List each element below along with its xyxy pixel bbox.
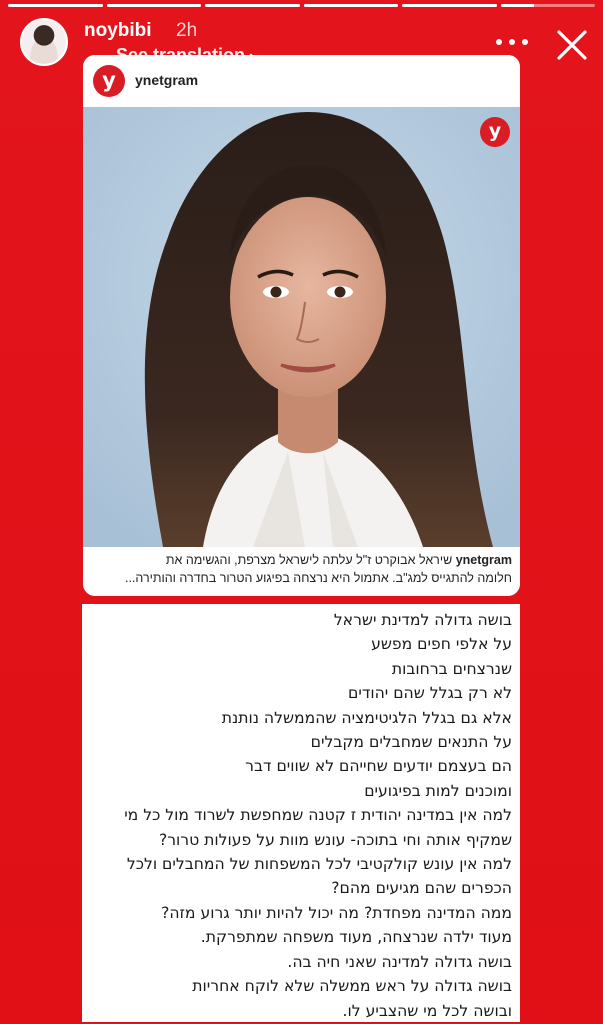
story-text-block [82,604,520,1022]
story-progress-fill [8,4,103,7]
story-text-line: הם בעצמם יודעים שחייהם לא שווים דבר [245,757,512,776]
story-text-line: שמקיף אותה וחי בתוכה- עונש מוות על פעולות טרור? [158,830,512,849]
shared-post-card[interactable] [83,55,520,596]
more-horizontal-icon [509,39,515,45]
caption-text-1: שיראל אבוקרט ז"ל עלתה לישראל מצרפת, והגשימה את [165,553,453,567]
story-text-line: ובושה לכל מי שהצביע לו. [342,1001,512,1020]
story-progress-segment [8,4,103,7]
story-text-line: בושה גדולה על ראש ממשלה שלא לוקח אחריות [192,977,512,996]
story-progress-fill [501,4,534,7]
story-text-line: לא רק בגלל שהם יהודים [347,684,512,703]
story-progress-segment [205,4,300,7]
caption-line-1 [91,551,512,569]
post-photo [83,107,520,547]
story-progress-fill [304,4,399,7]
story-progress-bars [8,4,595,7]
story-progress-segment [501,4,596,7]
story-text-line: בושה גדולה למדינת ישראל [333,611,512,629]
story-progress-fill [107,4,202,7]
close-icon [555,28,589,62]
story-progress-segment [304,4,399,7]
story-progress-fill [402,4,497,7]
portrait-illustration [83,107,520,547]
story-progress-segment [402,4,497,7]
caption-account: ynetgram [455,553,512,567]
post-account-name[interactable]: ynetgram [135,72,199,88]
story-text-line: למה אין עונש קולקטיבי לכל המשפחות של המחבלים ולכל [126,855,512,874]
story-text-lines [82,604,520,1023]
more-horizontal-icon [522,39,528,45]
story-text-line: מעוד ילדה שנרצחה, מעוד משפחה שמתפרקת. [200,928,512,947]
caption-text-2: חלומה להתגייס למג"ב. אתמול היא נרצחה בפיגוע הטרור בחדרה והותירה... [124,571,512,585]
post-header [83,55,520,105]
story-text-line: למה אין במדינה יהודית ז קטנה שמחפשת לשרוד מול כל מי [124,806,512,825]
story-username[interactable]: noybibi [84,20,152,41]
story-text-line: על התנאים שמחבלים מקבלים [310,733,512,752]
story-progress-fill [205,4,300,7]
story-time: 2h [176,20,198,41]
post-caption [91,551,512,587]
story-text-line: הכפרים שהם מגיעים מהם? [331,879,512,898]
photo-watermark-logo: y [480,117,510,147]
story-text-line: שנרצחים ברחובות [391,659,512,678]
story-progress-segment [107,4,202,7]
story-text-line: בושה גדולה למדינה שאני חיה בה. [287,952,512,971]
avatar-image [22,20,66,64]
close-button[interactable] [555,28,589,62]
avatar[interactable] [20,18,68,66]
more-options-button[interactable] [496,36,528,48]
ynet-logo[interactable]: y [93,65,125,97]
story-text-line: אלא גם בגלל הלגיטימציה שהממשלה נותנת [221,708,512,727]
story-text-line: ומוכנים למות בפיגועים [364,781,512,800]
more-horizontal-icon [496,39,502,45]
story-text-line: על אלפי חפים מפשע [371,635,512,654]
story-text-line: ממה המדינה מפחדת? מה יכול להיות יותר גרוע מזה? [161,903,512,922]
